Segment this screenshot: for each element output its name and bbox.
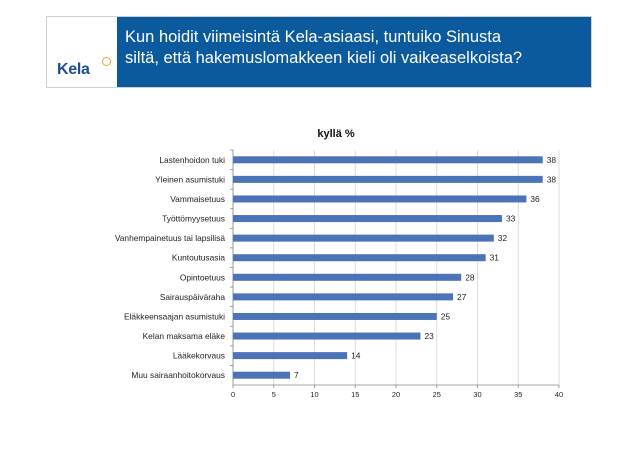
slide-title-line-1: Kun hoidit viimeisintä Kela-asiaasi, tuntuiko Sinusta [125, 28, 502, 46]
chart-title: kyllä % [317, 128, 355, 140]
category-label-3: Työttömyysetuus [162, 213, 225, 224]
bar-2 [233, 195, 526, 202]
value-label-10: 14 [351, 350, 361, 361]
bar-11 [233, 372, 290, 379]
bar-4 [233, 235, 494, 242]
bar-1 [233, 176, 543, 183]
x-tick-label-30: 30 [473, 390, 482, 399]
category-label-11: Muu sairaanhoitokorvaus [131, 370, 225, 381]
bar-9 [233, 333, 420, 340]
slide-title-line-2: siltä, että hakemuslomakkeen kieli oli vaikeaselkoista? [125, 49, 523, 67]
value-label-7: 27 [457, 291, 467, 302]
category-label-7: Sairauspäiväraha [159, 291, 225, 302]
category-label-0: Lastenhoidon tuki [159, 154, 225, 165]
category-label-1: Yleinen asumistuki [155, 174, 225, 185]
bar-0 [233, 156, 543, 163]
bar-8 [233, 313, 437, 320]
value-label-11: 7 [294, 370, 299, 381]
x-tick-label-25: 25 [432, 390, 441, 399]
value-label-2: 36 [530, 193, 540, 204]
category-label-2: Vammaisetuus [170, 193, 225, 204]
value-label-5: 31 [489, 252, 499, 263]
bar-5 [233, 254, 486, 261]
bar-6 [233, 274, 461, 281]
x-tick-label-15: 15 [351, 390, 360, 399]
bar-3 [233, 215, 502, 222]
value-label-6: 28 [465, 272, 475, 283]
category-label-10: Lääkekorvaus [172, 350, 225, 361]
value-label-1: 38 [546, 174, 557, 185]
x-tick-label-35: 35 [514, 390, 523, 399]
category-label-4: Vanhempainetuus tai lapsilisä [114, 233, 225, 244]
x-tick-label-40: 40 [554, 390, 564, 399]
value-label-0: 38 [546, 154, 557, 165]
category-label-9: Kelan maksama eläke [142, 331, 225, 342]
value-label-4: 32 [497, 233, 508, 244]
value-label-8: 25 [440, 311, 451, 322]
value-label-9: 23 [424, 331, 434, 342]
x-tick-label-20: 20 [391, 390, 401, 399]
kela-logo-text: Kela [57, 61, 90, 78]
category-label-8: Eläkkeensaajan asumistuki [123, 311, 225, 322]
category-label-5: Kuntoutusasia [171, 252, 225, 263]
x-tick-label-0: 0 [230, 390, 236, 399]
value-label-3: 33 [505, 213, 516, 224]
x-tick-label-5: 5 [271, 390, 276, 399]
bar-7 [233, 293, 453, 300]
bar-10 [233, 352, 347, 359]
x-tick-label-10: 10 [310, 390, 319, 399]
category-label-6: Opintoetuus [179, 272, 225, 283]
